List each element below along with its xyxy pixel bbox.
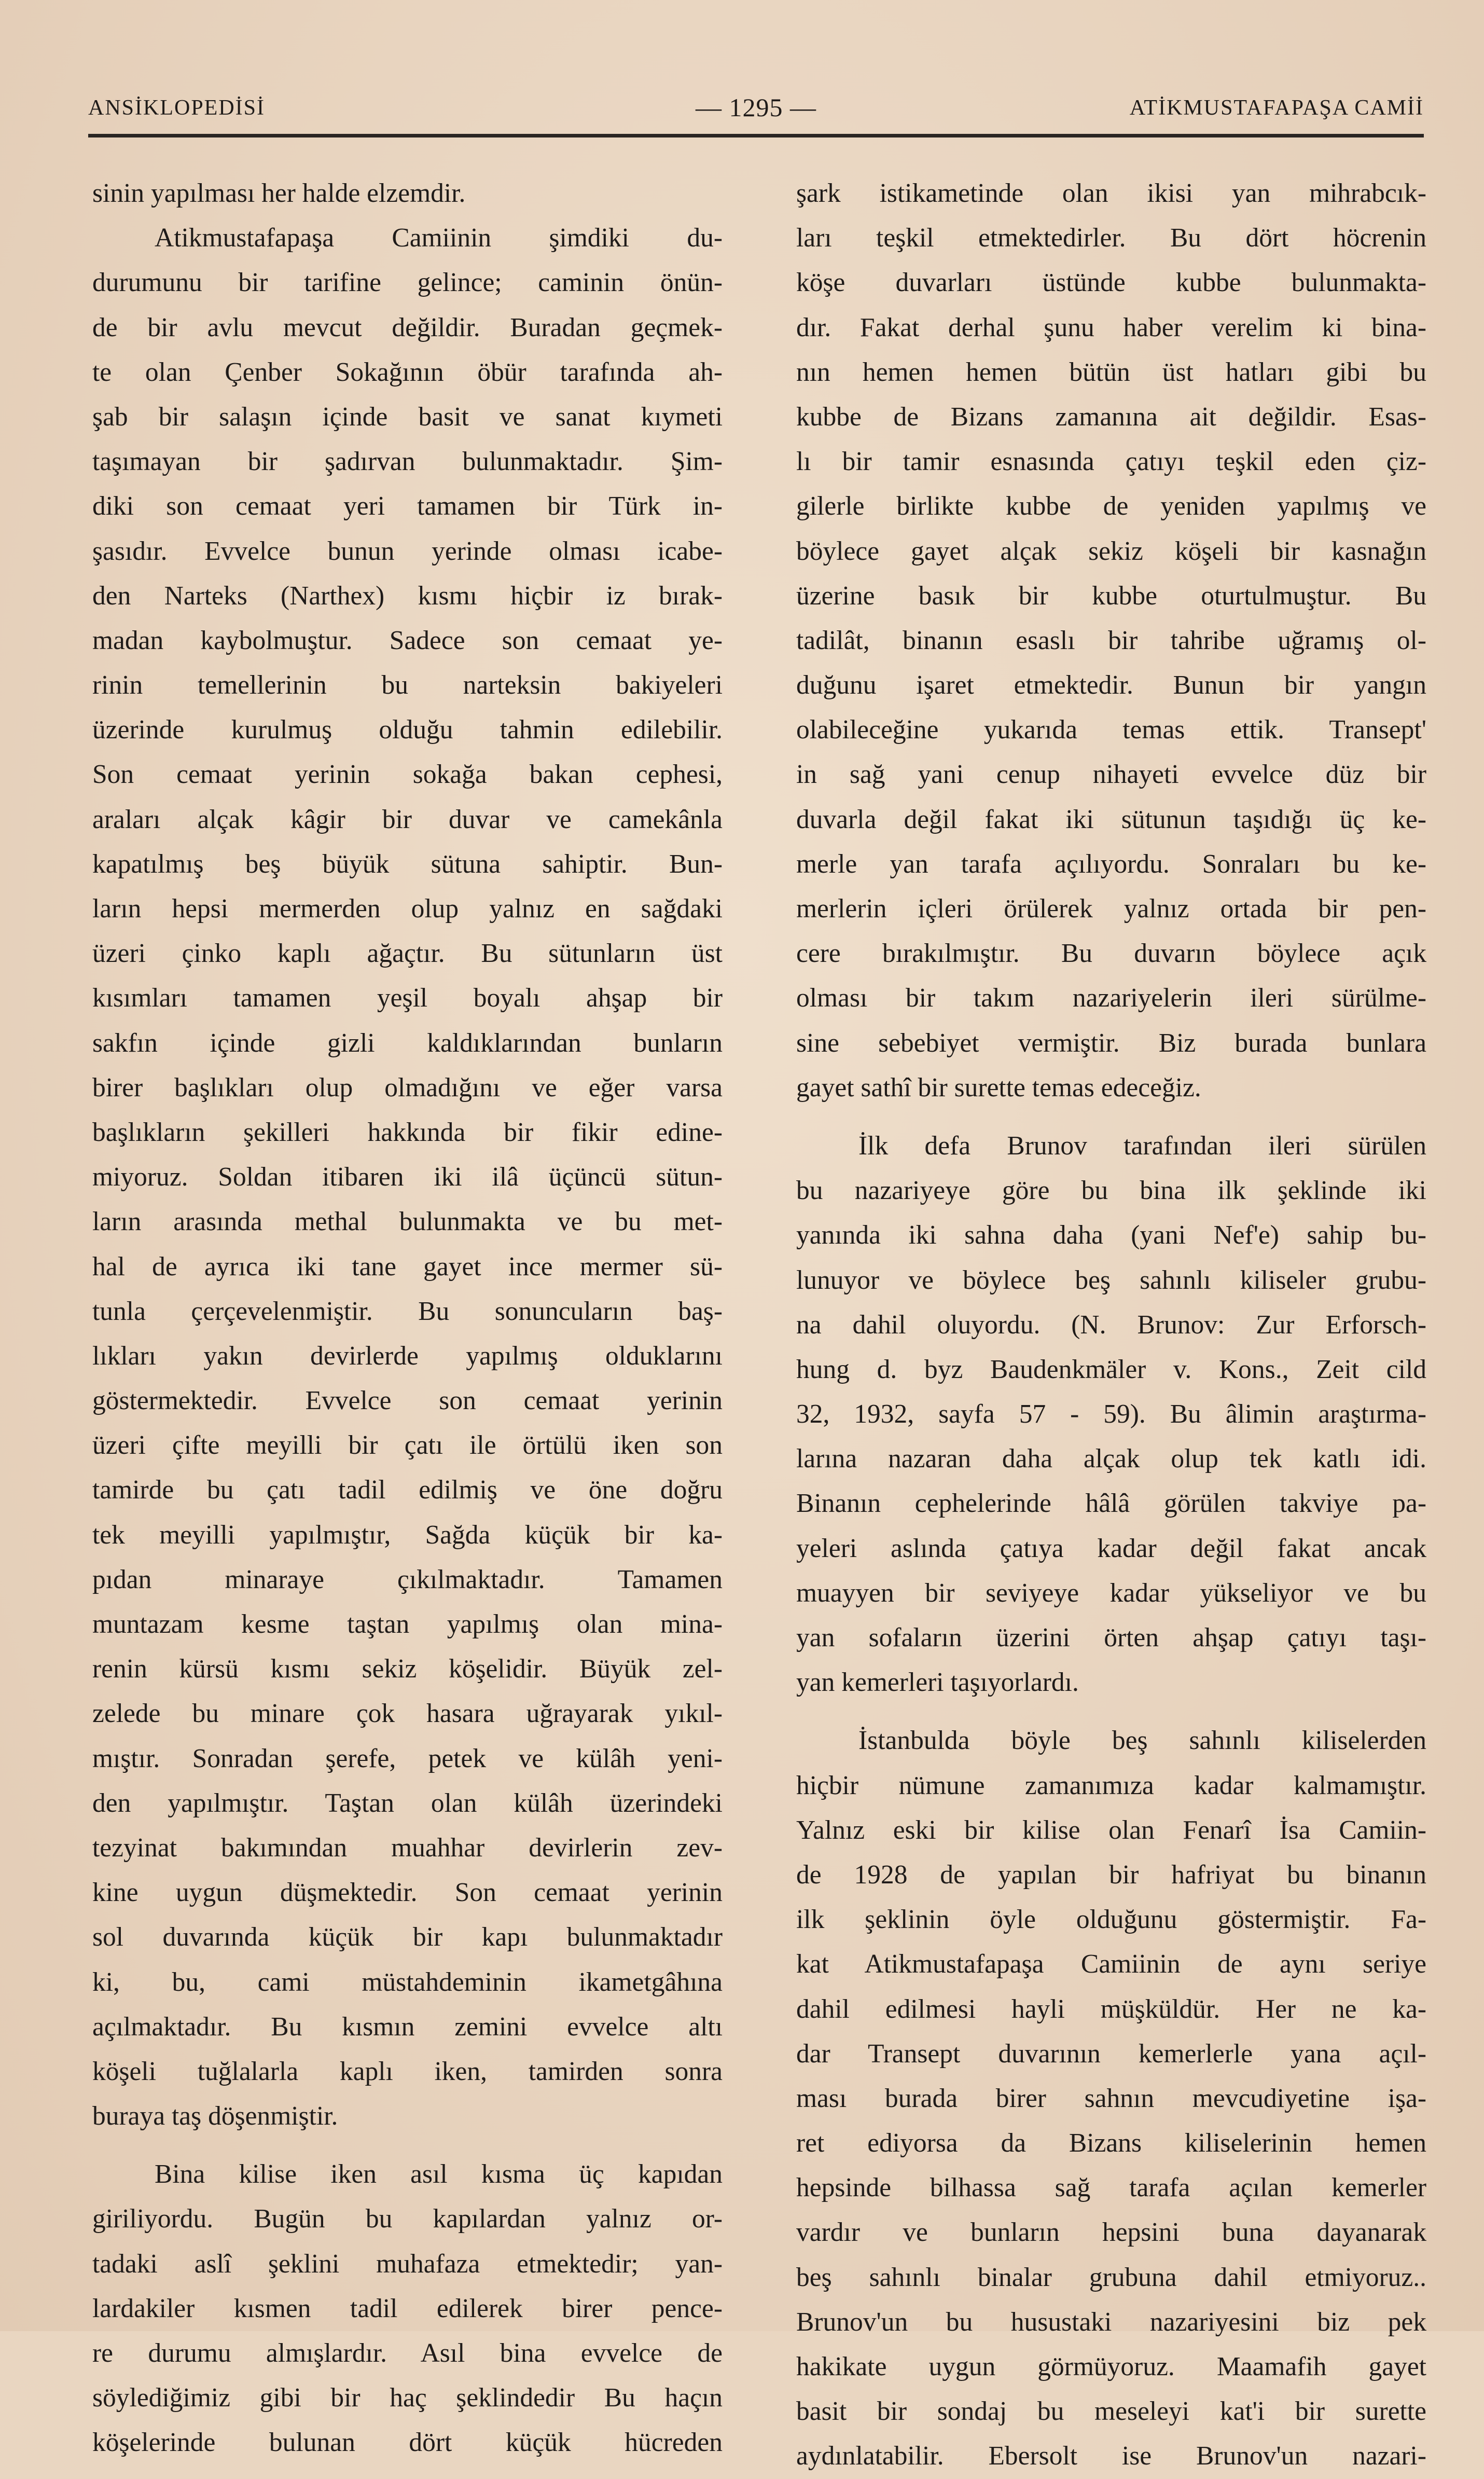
text-line: ret ediyorsa da Bizans kiliselerinin hemen [796, 2128, 1426, 2158]
text-line: tamirde bu çatı tadil edilmiş ve öne doğru [92, 1475, 723, 1505]
text-line: üzeri çifte meyilli bir çatı ile örtülü iken son [92, 1430, 723, 1461]
text-line: kapatılmış beş büyük sütuna sahiptir. Bun- [92, 849, 723, 879]
text-line: merlerin içleri örülerek yalnız ortada bir pen- [796, 894, 1426, 924]
text-line: gayet sathî bir surette temas edeceğiz. [796, 1072, 1201, 1103]
text-line: de 1928 de yapılan bir hafriyat bu binanın [796, 1860, 1426, 1890]
text-line: üzeri çinko kaplı ağaçtır. Bu sütunların üst [92, 939, 723, 969]
text-line: rinin temellerinin bu narteksin bakiyeleri [92, 670, 723, 700]
text-line: ması burada birer sahnın mevcudiyetine işa- [796, 2083, 1426, 2113]
text-line: ların hepsi mermerden olup yalnız en sağdaki [92, 894, 723, 924]
text-line: başlıkların şekilleri hakkında bir fikir edine- [92, 1117, 723, 1147]
text-line: Bina kilise iken asıl kısma üç kapıdan [155, 2159, 723, 2189]
text-line: lardakiler kısmen tadil edilerek birer pence- [92, 2293, 723, 2323]
text-line: cere bırakılmıştır. Bu duvarın böylece açık [796, 939, 1426, 969]
text-line: hepsinde bilhassa sağ tarafa açılan kemerler [796, 2173, 1426, 2203]
text-line: köşe duvarları üstünde kubbe bulunmakta- [796, 268, 1426, 298]
text-line: tadaki aslî şeklini muhafaza etmektedir; yan- [92, 2249, 723, 2279]
text-line: den Narteks (Narthex) kısmı hiçbir iz bırak- [92, 581, 723, 611]
text-line: giriliyordu. Bugün bu kapılardan yalnız or- [92, 2204, 723, 2234]
text-line: durumunu bir tarifine gelince; caminin önün- [92, 268, 723, 298]
text-line: köşelerinde bulunan dört küçük hücreden [92, 2428, 723, 2458]
text-line: hung d. byz Baudenkmäler v. Kons., Zeit cild [796, 1354, 1426, 1384]
text-line: yan kemerleri taşıyorlardı. [796, 1668, 1079, 1698]
text-line: bu nazariyeye göre bu bina ilk şeklinde iki [796, 1176, 1426, 1206]
text-line: te olan Çenber Sokağının öbür tarafında ah- [92, 357, 723, 387]
text-line: lı bir tamir esnasında çatıyı teşkil eden çiz- [796, 447, 1426, 477]
text-line: sinin yapılması her halde elzemdir. [92, 178, 466, 208]
text-line: muayyen bir seviyeye kadar yükseliyor ve bu [796, 1578, 1426, 1608]
text-line: köşeli tuğlalarla kaplı iken, tamirden sonra [92, 2056, 723, 2086]
text-line: üzerine basık bir kubbe oturtulmuştur. Bu [796, 581, 1426, 611]
text-line: vardır ve bunların hepsini buna dayanarak [796, 2218, 1426, 2248]
text-line: muntazam kesme taştan yapılmış olan mina- [92, 1609, 723, 1639]
header-rule [88, 134, 1424, 137]
text-line: ki, bu, cami müstahdeminin ikametgâhına [92, 1967, 723, 1997]
paragraph-gap [796, 1110, 1426, 1124]
text-line: hal de ayrıca iki tane gayet ince mermer sü- [92, 1251, 723, 1282]
text-line: in sağ yani cenup nihayeti evvelce düz bir [796, 760, 1426, 790]
text-line: hakikate uygun görmüyoruz. Maamafih gayet [796, 2352, 1426, 2381]
text-line: göstermektedir. Evvelce son cemaat yerinin [92, 1386, 723, 1416]
text-line: basit bir sondaj bu meseleyi kat'i bir surette [796, 2397, 1426, 2427]
text-line: ların arasında methal bulunmakta ve bu met- [92, 1207, 723, 1237]
text-line: aydınlatabilir. Ebersolt ise Brunov'un nazari- [796, 2441, 1426, 2471]
text-line: taşımayan bir şadırvan bulunmaktadır. Şim- [92, 447, 723, 477]
text-line: Atikmustafapaşa Camiinin şimdiki du- [155, 223, 723, 253]
text-line: beş sahınlı binalar grubuna dahil etmiyoruz.. [796, 2262, 1426, 2292]
paragraph-gap [796, 1705, 1426, 1718]
text-line: lunuyor ve böylece beş sahınlı kiliseler grubu- [796, 1265, 1426, 1295]
text-line: nın hemen hemen bütün üst hatları gibi bu [796, 357, 1426, 387]
text-line: pıdan minaraye çıkılmaktadır. Tamamen [92, 1564, 723, 1594]
text-line: ilk şeklinin öyle olduğunu göstermiştir. Fa- [796, 1905, 1426, 1935]
text-line: olması bir takım nazariyelerin ileri sürülme- [796, 983, 1426, 1013]
text-line: Son cemaat yerinin sokağa bakan cephesi, [92, 760, 723, 790]
text-line: merle yan tarafa açılıyordu. Sonraları bu ke- [796, 849, 1426, 879]
text-line: den yapılmıştır. Taştan olan külâh üzerindeki [92, 1788, 723, 1818]
text-line: madan kaybolmuştur. Sadece son cemaat ye- [92, 625, 723, 655]
text-line: renin kürsü kısmı sekiz köşelidir. Büyük zel- [92, 1654, 723, 1684]
paragraph-gap [92, 2139, 723, 2152]
text-line: böylece gayet alçak sekiz köşeli bir kasnağın [796, 536, 1426, 566]
text-line: sakfın içinde gizli kaldıklarından bunların [92, 1028, 723, 1058]
text-line: tek meyilli yapılmıştır, Sağda küçük bir ka- [92, 1520, 723, 1550]
text-line: tezyinat bakımından muahhar devirlerin zev- [92, 1833, 723, 1863]
text-line: yeleri aslında çatıya kadar değil fakat ancak [796, 1533, 1426, 1563]
header-article-title: ATİKMUSTAFAPAŞA CAMİİ [1129, 96, 1424, 120]
text-line: lıkları yakın devirlerde yapılmış olduklarını [92, 1341, 723, 1371]
text-line: zelede bu minare çok hasara uğrayarak yıkıl- [92, 1699, 723, 1729]
text-line: yanında iki sahna daha (yani Nef'e) sahip bu- [796, 1220, 1426, 1250]
text-line: Yalnız eski bir kilise olan Fenarî İsa Camiin- [796, 1815, 1426, 1845]
text-line: dır. Fakat derhal şunu haber verelim ki bina- [796, 312, 1426, 342]
text-line: larına nazaran daha alçak olup tek katlı idi. [796, 1444, 1426, 1474]
text-line: sol duvarında küçük bir kapı bulunmaktadır [92, 1922, 723, 1952]
text-line: de bir avlu mevcut değildir. Buradan geçmek- [92, 312, 723, 342]
text-line: Brunov'un bu husustaki nazariyesini biz pek [796, 2307, 1426, 2337]
text-line: şark istikametinde olan ikisi yan mihrabcık- [796, 178, 1426, 208]
text-line: yan sofaların üzerini örten ahşap çatıyı taşı- [796, 1623, 1426, 1652]
text-line: sine sebebiyet vermiştir. Biz burada bunlara [796, 1028, 1426, 1058]
text-line: kat Atikmustafapaşa Camiinin de aynı seriye [796, 1949, 1426, 1979]
text-line: ları teşkil etmektedirler. Bu dört höcrenin [796, 223, 1426, 253]
text-line: mıştır. Sonradan şerefe, petek ve külâh yeni- [92, 1743, 723, 1773]
text-line: re durumu almışlardır. Asıl bina evvelce de [92, 2338, 723, 2368]
text-line: Binanın cephelerinde hâlâ görülen takviye pa- [796, 1489, 1426, 1519]
text-line: şasıdır. Evvelce bunun yerinde olması icabe- [92, 536, 723, 566]
text-line: İstanbulda böyle beş sahınlı kiliselerden [858, 1726, 1426, 1756]
header-publication-title: ANSİKLOPEDİSİ [88, 96, 265, 120]
page-number: — 1295 — [696, 93, 816, 122]
text-line: buraya taş döşenmiştir. [92, 2101, 338, 2131]
running-header [88, 88, 1424, 130]
text-line: kısımları tamamen yeşil boyalı ahşap bir [92, 983, 723, 1013]
text-line: İlk defa Brunov tarafından ileri sürülen [858, 1131, 1426, 1161]
text-line: kubbe de Bizans zamanına ait değildir. Esas- [796, 402, 1426, 432]
text-line: dar Transept duvarının kemerlerle yana açıl- [796, 2039, 1426, 2069]
text-line: duğunu işaret etmektedir. Bunun bir yangın [796, 670, 1426, 700]
right-text-column [796, 171, 1426, 2479]
text-line: söylediğimiz gibi bir haç şeklindedir Bu haçın [92, 2383, 723, 2413]
text-line: olabileceğine yukarıda temas ettik. Transept' [796, 715, 1426, 745]
text-line: duvarla değil fakat iki sütunun taşıdığı üç ke- [796, 804, 1426, 834]
text-line: şab bir salaşın içinde basit ve sanat kıymeti [92, 402, 723, 432]
text-line: tadilât, binanın esaslı bir tahribe uğramış ol- [796, 625, 1426, 655]
text-line: miyoruz. Soldan itibaren iki ilâ üçüncü sütun- [92, 1162, 723, 1192]
text-line: hiçbir nümune zamanımıza kadar kalmamıştır. [796, 1770, 1426, 1800]
text-line: 32, 1932, sayfa 57 - 59). Bu âlimin araştırma- [796, 1399, 1426, 1429]
text-line: birer başlıkları olup olmadığını ve eğer varsa [92, 1072, 723, 1103]
text-line: dahil edilmesi hayli müşküldür. Her ne ka- [796, 1994, 1426, 2024]
text-line: üzerinde kurulmuş olduğu tahmin edilebilir. [92, 715, 723, 745]
left-text-column [92, 171, 723, 2466]
text-line: kine uygun düşmektedir. Son cemaat yerinin [92, 1878, 723, 1908]
text-line: açılmaktadır. Bu kısmın zemini evvelce altı [92, 2012, 723, 2042]
text-line: gilerle birlikte kubbe de yeniden yapılmış ve [796, 491, 1426, 521]
text-line: na dahil oluyordu. (N. Brunov: Zur Erforsch- [796, 1310, 1426, 1340]
text-line: diki son cemaat yeri tamamen bir Türk in- [92, 491, 723, 521]
text-line: tunla çerçevelenmiştir. Bu sonuncuların baş- [92, 1296, 723, 1326]
text-line: araları alçak kâgir bir duvar ve camekânla [92, 804, 723, 834]
